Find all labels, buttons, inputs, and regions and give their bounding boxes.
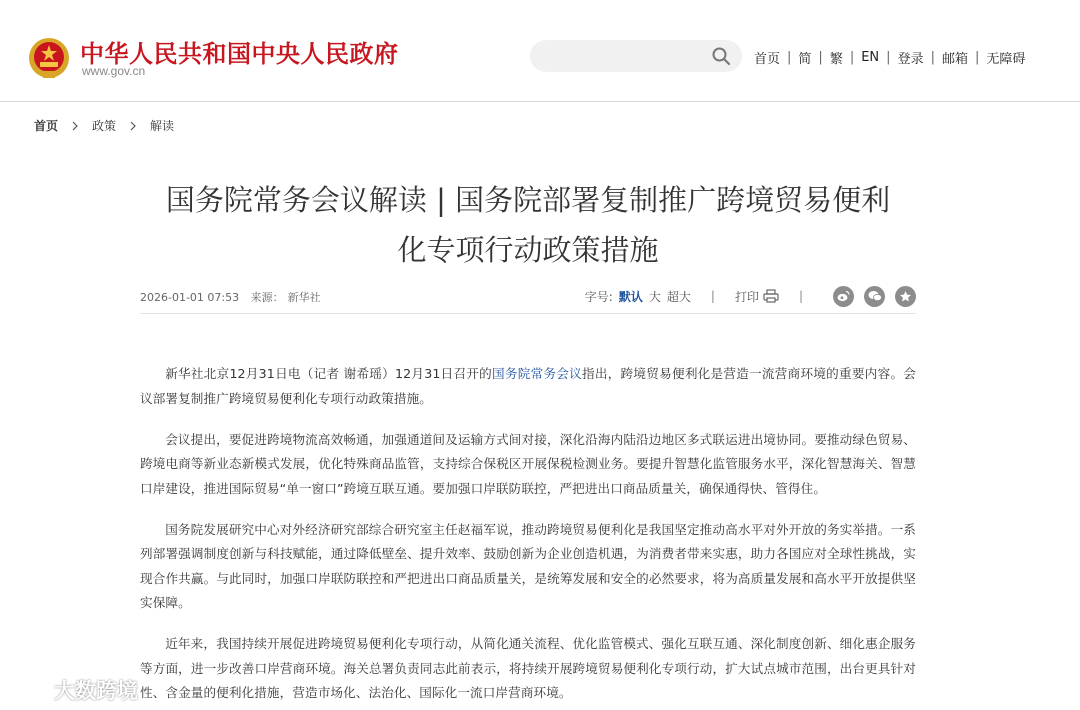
nav-english-link[interactable]: EN (861, 50, 880, 65)
divider: | (787, 50, 792, 65)
article-paragraph: 会议提出，要促进跨境物流高效畅通，加强通道间及运输方式间对接，深化沿海内陆沿边地区多式联运进出境协同。要推动绿色贸易、跨境电商等新业态新模式发展，优化特殊商品监管，支持综合保税区开展保税检测业务。要提升智慧化监管服务水平，深化智慧海关、智慧口岸建设，推进国际贸易“单一窗口”跨境互联互通。要加强口岸联防联控，严把进出口商品质量关，确保通得快、管得住。 (140, 431, 916, 496)
nav-accessibility-link[interactable]: 无障碍 (986, 52, 1026, 67)
breadcrumb (34, 117, 174, 134)
chevron-right-icon (68, 119, 82, 133)
state-council-meeting-link[interactable]: 国务院常务会议 (492, 366, 582, 381)
breadcrumb-policy[interactable]: 政策 (92, 119, 117, 133)
divider: | (886, 50, 891, 65)
divider: | (798, 289, 803, 303)
printer-icon (763, 289, 779, 303)
source-label: 来源： (250, 291, 284, 304)
article-title-line-2: 化专项行动政策措施 (397, 233, 659, 267)
article-paragraph: 近年来，我国持续开展促进跨境贸易便利化专项行动，从简化通关流程、优化监管模式、强化互联互通、深化制度创新、细化惠企服务等方面，进一步改善口岸营商环境。海关总署负责同志此前表示，将持续开展跨境贸易便利化专项行动，扩大试点城市范围，出台更具针对性、含金量的便利化措施，营造市场化、法治化、国际化一流口岸营商环境。 (140, 636, 916, 700)
national-emblem-icon[interactable] (28, 37, 70, 81)
nav-traditional-link[interactable]: 繁 (829, 52, 843, 67)
breadcrumb-home[interactable]: 首页 (34, 119, 59, 133)
article-paragraph: 国务院发展研究中心对外经济研究部综合研究室主任赵福军说，推动跨境贸易便利化是我国坚定推动高水平对外开放的务实举措。一系列部署强调制度创新与科技赋能，通过降低壁垒、提升效率、鼓励创新为企业创造机遇，为消费者带来实惠，助力各国应对全球性挑战，实现合作共赢。与此同时，加强口岸联防联控和严把进出口商品质量关，是统筹发展和安全的必然要求，将为高质量发展和高水平开放提供坚实保障。 (140, 521, 916, 610)
site-url: www.gov.cn (82, 64, 146, 78)
article-body (140, 362, 916, 710)
article-title (140, 175, 916, 275)
divider: | (710, 289, 715, 303)
article-title-line-1: 国务院常务会议解读 | 国务院部署复制推广跨境贸易便利 (165, 183, 891, 217)
print-button[interactable] (735, 288, 779, 305)
article-meta (140, 284, 916, 314)
nav-login-link[interactable]: 登录 (897, 52, 924, 67)
font-size-default[interactable]: 默认 (618, 289, 643, 304)
site-name[interactable]: 中华人民共和国中央人民政府 (80, 39, 399, 68)
divider: | (818, 50, 823, 65)
paragraph-text: 指出，跨境贸易便利化是营造一流营商环境的重要内容。会议部署复制推广跨境贸易便利化专项行动政策措施。 (140, 366, 916, 406)
nav-mail-link[interactable]: 邮箱 (941, 52, 968, 67)
publish-date: 2026-01-01 07:53 (140, 291, 240, 304)
font-size-label: 字号: (584, 289, 613, 304)
print-label: 打印 (734, 289, 759, 304)
top-nav (754, 48, 1025, 67)
wechat-icon (868, 290, 882, 302)
search-icon[interactable] (711, 46, 731, 66)
breadcrumb-interpretation[interactable]: 解读 (150, 119, 175, 133)
chevron-right-icon (126, 119, 140, 133)
paragraph-text: 新华社北京12月31日电（记者 谢希瑶）12月31日召开的 (165, 366, 493, 381)
weibo-icon (837, 290, 850, 302)
watermark (8, 675, 138, 705)
star-icon (899, 290, 912, 303)
wechat-share-icon[interactable] (864, 286, 885, 307)
divider: | (974, 50, 980, 65)
weibo-share-icon[interactable] (833, 286, 854, 307)
watermark-logo-icon (8, 679, 50, 701)
article-paragraph (140, 362, 916, 411)
nav-simplified-link[interactable]: 简 (798, 52, 812, 67)
source-name: 新华社 (287, 291, 321, 304)
favorite-star-icon[interactable] (895, 286, 916, 307)
article-meta-info (140, 289, 329, 305)
site-header (0, 0, 1080, 102)
nav-home-link[interactable]: 首页 (754, 52, 781, 67)
divider: | (930, 50, 935, 65)
font-size-extra-large[interactable]: 超大 (666, 289, 691, 304)
divider: | (849, 50, 855, 65)
article-tools (585, 284, 916, 308)
font-size-large[interactable]: 大 (648, 289, 661, 304)
watermark-text: 大数跨境 (54, 679, 138, 703)
